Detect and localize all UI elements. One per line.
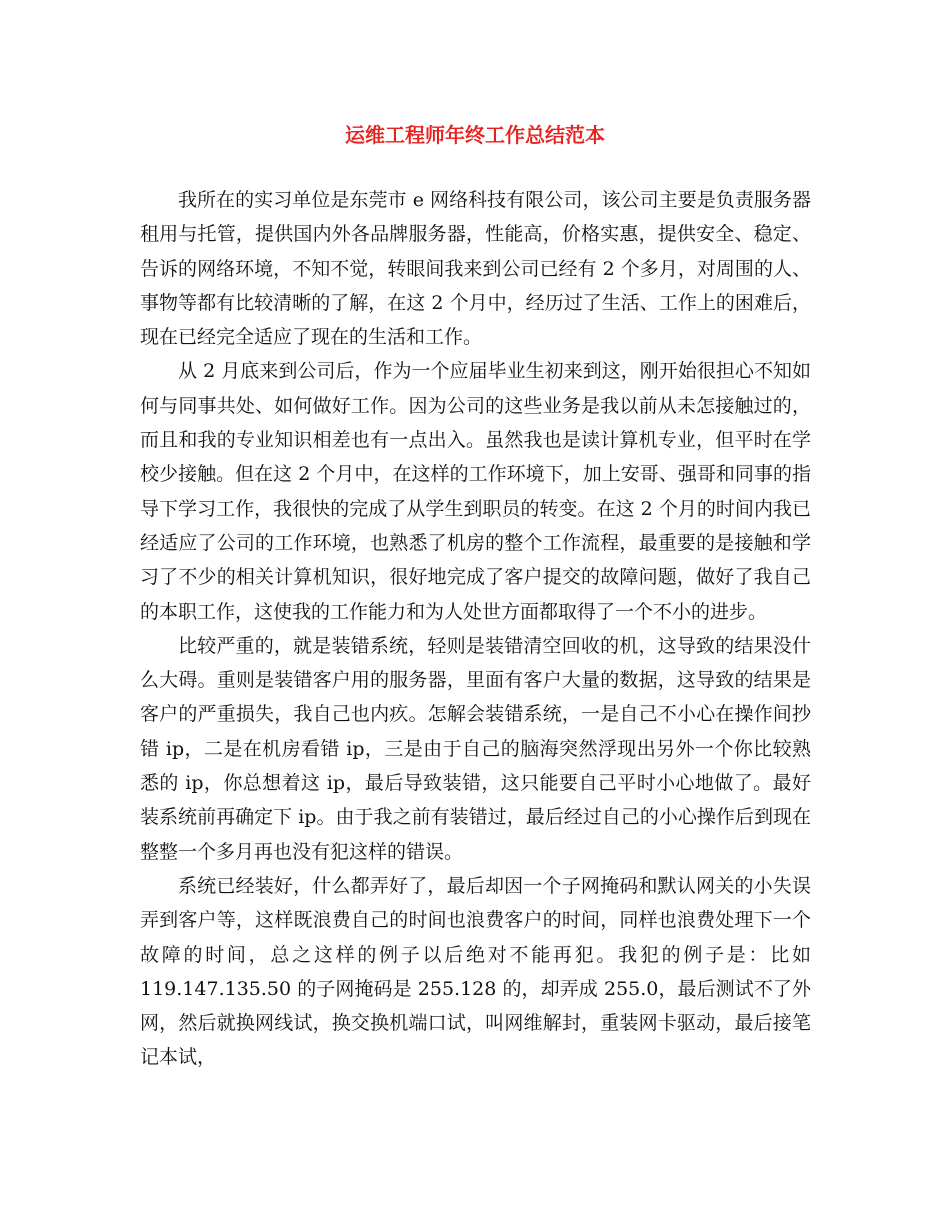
document-title: 运维工程师年终工作总结范本 — [345, 123, 605, 147]
document-body — [140, 183, 811, 1075]
paragraph: 比较严重的，就是装错系统，轻则是装错清空回收的机，这导致的结果没什么大碍。重则是装错客户用的服务器，里面有客户大量的数据，这导致的结果是客户的严重损失，我自己也内疚。怎解会装错系统，一是自己不小心在操作间抄错 ip，二是在机房看错 ip，三是由于自己的脑海突然浮现出另外一个你比较熟悉的 ip，你总想着这 ip，最后导致装错，这只能要自己平时小心地做了。最好装系统前再确定下 ip。由于我之前有装错过，最后经过自己的小心操作后到现在整整一个多月再也没有犯这样的错误。 — [140, 634, 811, 863]
paragraph: 系统已经装好，什么都弄好了，最后却因一个子网掩码和默认网关的小失误弄到客户等，这样既浪费自己的时间也浪费客户的时间，同样也浪费处理下一个故障的时间，总之这样的例子以后绝对不能再犯。我犯的例子是：比如 119.147.135.50 的子网掩码是 255.128 的，却弄成 255.0，最后测试不了外网，然后就换网线试，换交换机端口试，叫网维解封，重装网卡驱动，最后接笔记本试， — [140, 874, 811, 1069]
paragraph: 从 2 月底来到公司后，作为一个应届毕业生初来到这，刚开始很担心不知如何与同事共处、如何做好工作。因为公司的这些业务是我以前从未怎接触过的，而且和我的专业知识相差也有一点出入。虽然我也是读计算机专业，但平时在学校少接触。但在这 2 个月中，在这样的工作环境下，加上安哥、强哥和同事的指导下学习工作，我很快的完成了从学生到职员的转变。在这 2 个月的时间内我已经适应了公司的工作环境，也熟悉了机房的整个工作流程，最重要的是接触和学习了不少的相关计算机知识，很好地完成了客户提交的故障问题，做好了我自己的本职工作，这使我的工作能力和为人处世方面都取得了一个不小的进步。 — [140, 360, 811, 623]
paragraph: 我所在的实习单位是东莞市 e 网络科技有限公司，该公司主要是负责服务器租用与托管，提供国内外各品牌服务器，性能高，价格实惠，提供安全、稳定、告诉的网络环境，不知不觉，转眼间我来到公司已经有 2 个多月，对周围的人、事物等都有比较清晰的了解，在这 2 个月中，经历过了生活、工作上的困难后，现在已经完全适应了现在的生活和工作。 — [140, 189, 811, 349]
